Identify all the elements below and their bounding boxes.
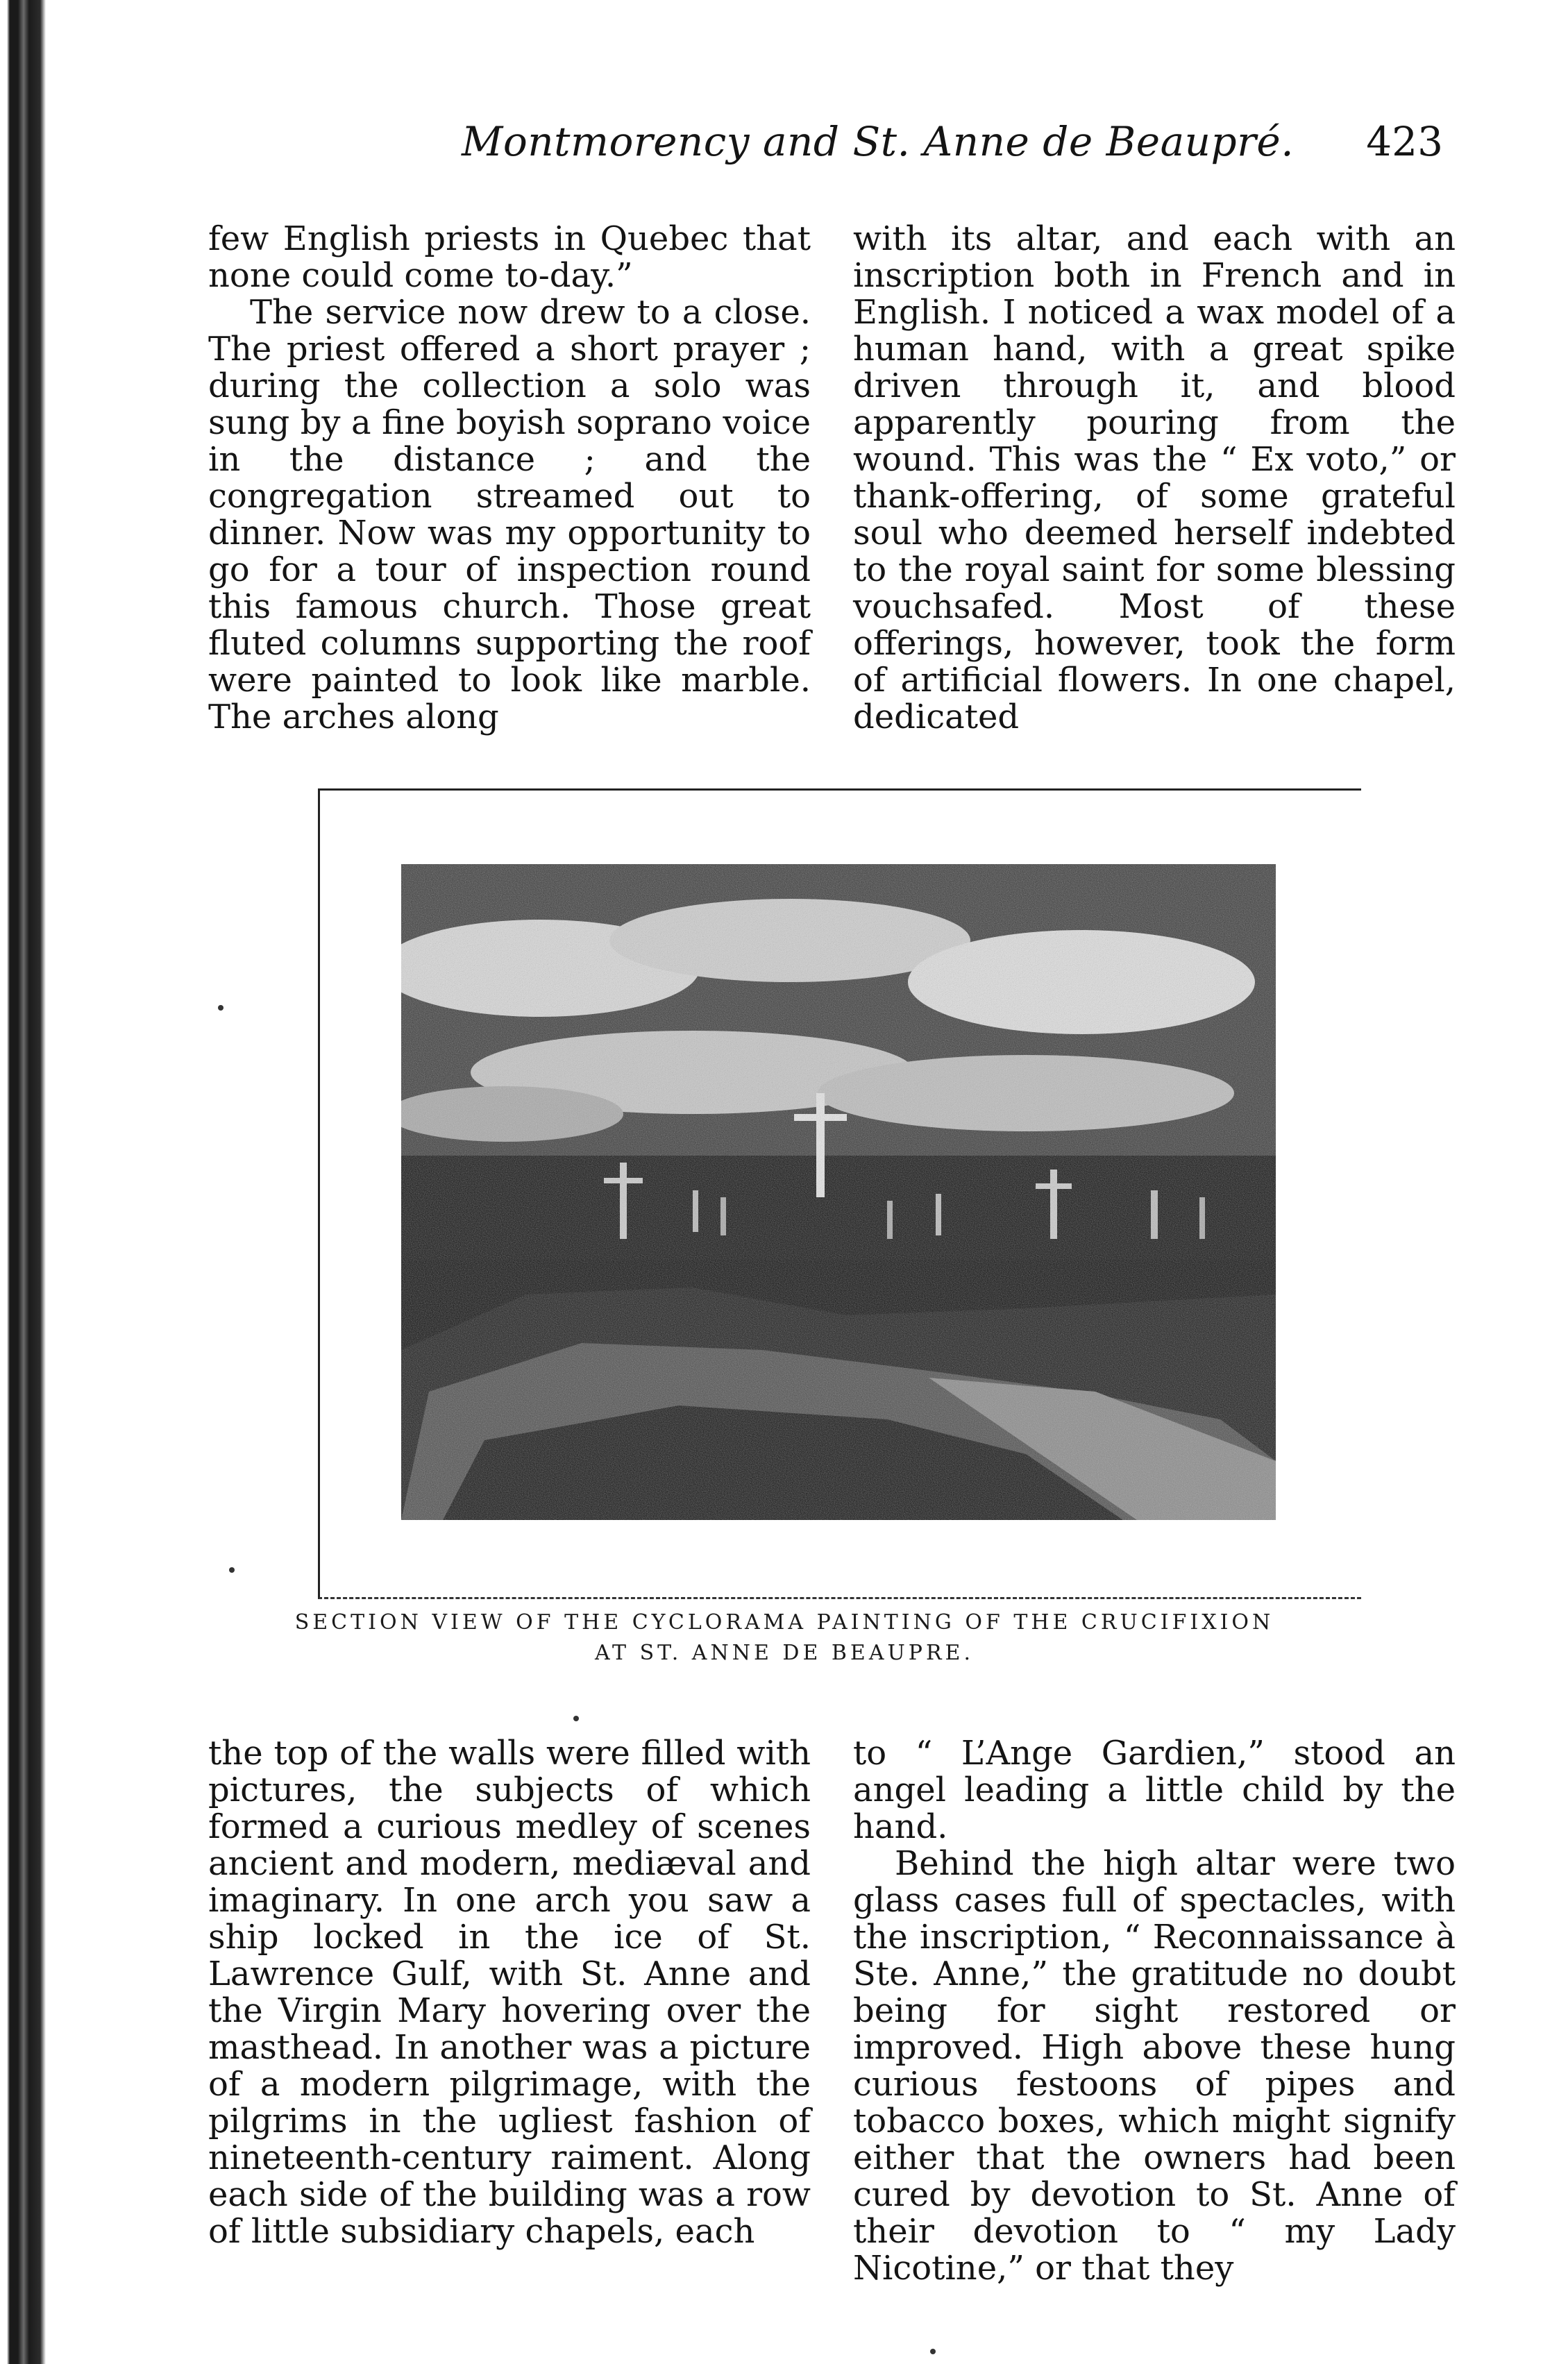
print-speck [218, 1005, 224, 1011]
scanned-page-binding-edge [0, 0, 56, 2364]
caption-line: AT ST. ANNE DE BEAUPRE. [595, 1641, 974, 1665]
running-head [0, 118, 1568, 194]
cyclorama-illustration [401, 864, 1276, 1520]
paragraph: with its altar, and each with an inscription both in French and in English. I noticed a wax model of a human hand, with a great spike driven through it, and blood apparently pouring from the wound. This was the “ Ex voto,” or thank-offering, of some grateful soul who deemed herself indebted to the royal saint for some blessing vouchsafed. Most of these offerings, however, took the form of artificial flowers. In one chapel, dedicated [853, 219, 1456, 736]
figure-caption [229, 1607, 1340, 1669]
text-column-top-right [853, 221, 1456, 736]
running-title: Montmorency and St. Anne de Beaupré. [462, 118, 1295, 165]
print-speck [573, 1716, 579, 1721]
print-speck [229, 1567, 235, 1573]
text-column-bottom-left [208, 1735, 811, 2250]
paragraph: few English priests in Quebec that none could come to-day.” [208, 219, 811, 295]
text-column-top-left [208, 221, 811, 736]
paragraph: the top of the walls were filled with pictures, the subjects of which formed a curious medley of scenes ancient and modern, mediæval and imaginary. In one arch you saw a ship locked in the ice of St. Lawrence Gulf, with St. Anne and the Virgin Mary hovering over the masthead. In another was a picture of a modern pilgrimage, with the pilgrims in the ugliest fashion of nineteenth-century raiment. Along each side of the building was a row of little subsidiary chapels, each [208, 1734, 811, 2251]
paragraph: to “ L’Ange Gardien,” stood an angel leading a little child by the hand. [853, 1734, 1456, 1846]
paragraph: Behind the high altar were two glass cases full of spectacles, with the inscription, “ Reconnaissance à Ste. Anne,” the gratitude no doubt being for sight restored or improved. High above these hung curious festoons of pipes and tobacco boxes, which might signify either that the owners had been cured by devotion to St. Anne of their devotion to “ my Lady Nicotine,” or that they [853, 1844, 1456, 2288]
caption-line: SECTION VIEW OF THE CYCLORAMA PAINTING OF THE CRUCIFIXION [294, 1610, 1274, 1635]
text-column-bottom-right [853, 1735, 1456, 2287]
paragraph: The service now drew to a close. The priest offered a short prayer ; during the collection a solo was sung by a fine boyish soprano voice in the distance ; and the congregation streamed out to dinner. Now was my opportunity to go for a tour of inspection round this famous church. Those great fluted columns supporting the roof were painted to look like marble. The arches along [208, 293, 811, 736]
print-speck [930, 2349, 936, 2354]
page-number: 423 [1366, 118, 1443, 165]
cyclorama-painting-image [401, 864, 1276, 1520]
